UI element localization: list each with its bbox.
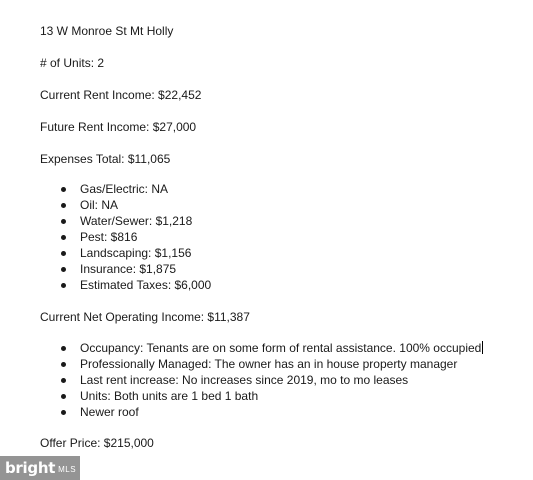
net-operating-income: Current Net Operating Income: $11,387: [40, 310, 250, 324]
offer-price: Offer Price: $215,000: [40, 436, 154, 450]
bullet-icon: [61, 378, 66, 383]
bright-mls-watermark: [0, 456, 80, 480]
watermark-brand: bright: [5, 459, 56, 477]
future-rent-income: Future Rent Income: $27,000: [40, 120, 197, 134]
bullet-icon: [61, 187, 66, 192]
bullet-icon: [61, 203, 66, 208]
bullet-icon: [61, 251, 66, 256]
bullet-icon: [61, 283, 66, 288]
current-rent-income: Current Rent Income: $22,452: [40, 88, 202, 102]
bullet-icon: [61, 362, 66, 367]
text-cursor: [482, 341, 483, 354]
bullet-icon: [61, 346, 66, 351]
bullet-icon: [61, 219, 66, 224]
units-count: # of Units: 2: [40, 56, 105, 70]
occupancy-text: Occupancy: Tenants are on some form of rental assistance. 100% occupied: [80, 341, 482, 355]
bullet-icon: [61, 267, 66, 272]
bullet-icon: [61, 410, 66, 415]
document-page: 13 W Monroe St Mt Holly # of Units: 2 Current Rent Income: $22,452 Future Rent Income: $27,000 Expenses Total: $11,065 Gas/Electric: NA Oil: NA Water/Sewer: $1,218 Pest: $816 Landscaping: $1,156 Insurance: $1,875 Estimated Taxes: $6,000 Current Net Operating Income: $11,387 Occupancy: Tenants are on some form of rental assistance. 100% occupied Professionally Managed: The owner has an in house property manager Last rent increase: No increases since 2019, mo to mo leases Units: Both units are 1 bed 1 bath Newer roof Offer Price: $215,000: [40, 24, 482, 450]
expenses-total: Expenses Total: $11,065: [40, 152, 171, 166]
watermark-suffix: MLS: [58, 465, 77, 474]
bullet-icon: [61, 235, 66, 240]
property-address: 13 W Monroe St Mt Holly: [40, 24, 174, 38]
bullet-icon: [61, 394, 66, 399]
